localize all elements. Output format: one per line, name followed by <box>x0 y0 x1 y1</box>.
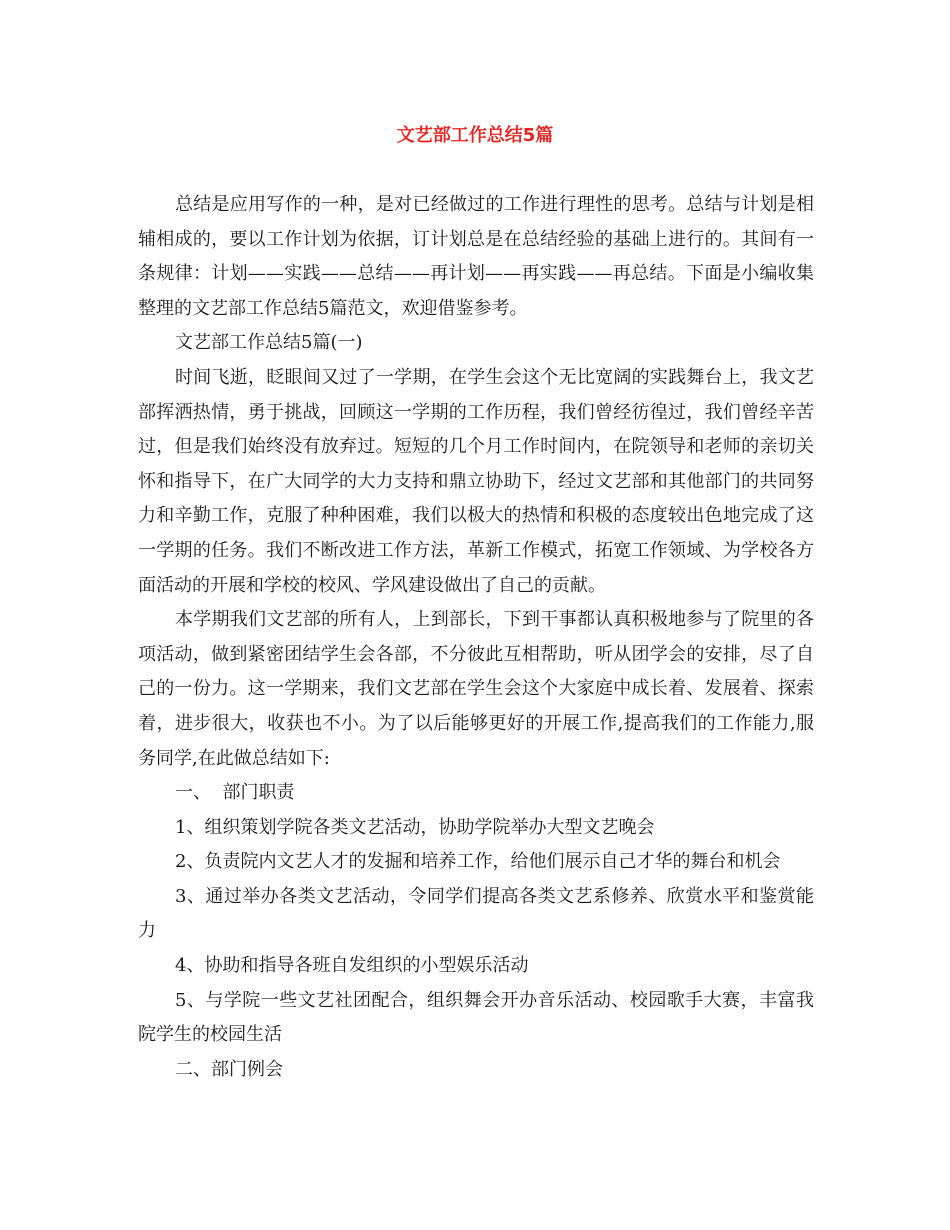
body-paragraph: 本学期我们文艺部的所有人，上到部长，下到干事都认真积极地参与了院里的各项活动，做到紧密团结学生会各部，不分彼此互相帮助，听从团学会的安排，尽了自己的一份力。这一学期来，我们文艺部在学生会这个大家庭中成长着、发展着、探索着，进步很大，收获也不小。为了以后能够更好的开展工作,提高我们的工作能力,服务同学,在此做总结如下: <box>138 609 814 769</box>
list-item: 4、协助和指导各班自发组织的小型娱乐活动 <box>175 955 529 977</box>
section-heading: 文艺部工作总结5篇(一) <box>175 332 363 354</box>
document-body <box>138 188 814 1087</box>
list-item: 2、负责院内文艺人才的发掘和培养工作，给他们展示自己才华的舞台和机会 <box>175 851 781 873</box>
list-item: 3、通过举办各类文艺活动，令同学们提高各类文艺系修养、欣赏水平和鉴赏能力 <box>138 885 814 942</box>
subsection-heading: 二、部门例会 <box>175 1058 283 1080</box>
list-item: 5、与学院一些文艺社团配合，组织舞会开办音乐活动、校园歌手大赛，丰富我院学生的校园生活 <box>138 989 814 1046</box>
intro-paragraph: 总结是应用写作的一种，是对已经做过的工作进行理性的思考。总结与计划是相辅相成的，要以工作计划为依据，订计划总是在总结经验的基础上进行的。其间有一条规律：计划——实践——总结——再计划——再实践——再总结。下面是小编收集整理的文艺部工作总结5篇范文，欢迎借鉴参考。 <box>138 194 814 319</box>
subsection-heading: 一、 部门职责 <box>175 782 295 804</box>
body-paragraph: 时间飞逝，眨眼间又过了一学期，在学生会这个无比宽阔的实践舞台上，我文艺部挥洒热情，勇于挑战，回顾这一学期的工作历程，我们曾经彷徨过，我们曾经辛苦过，但是我们始终没有放弃过。短短的几个月工作时间内，在院领导和老师的亲切关怀和指导下，在广大同学的大力支持和鼎立协助下，经过文艺部和其他部门的共同努力和辛勤工作，克服了种种困难，我们以极大的热情和积极的态度较出色地完成了这一学期的任务。我们不断改进工作方法，革新工作模式，拓宽工作领域、为学校各方面活动的开展和学校的校风、学风建设做出了自己的贡献。 <box>138 366 814 596</box>
document-title: 文艺部工作总结5篇 <box>396 125 554 146</box>
list-item: 1、组织策划学院各类文艺活动，协助学院举办大型文艺晚会 <box>175 816 655 838</box>
